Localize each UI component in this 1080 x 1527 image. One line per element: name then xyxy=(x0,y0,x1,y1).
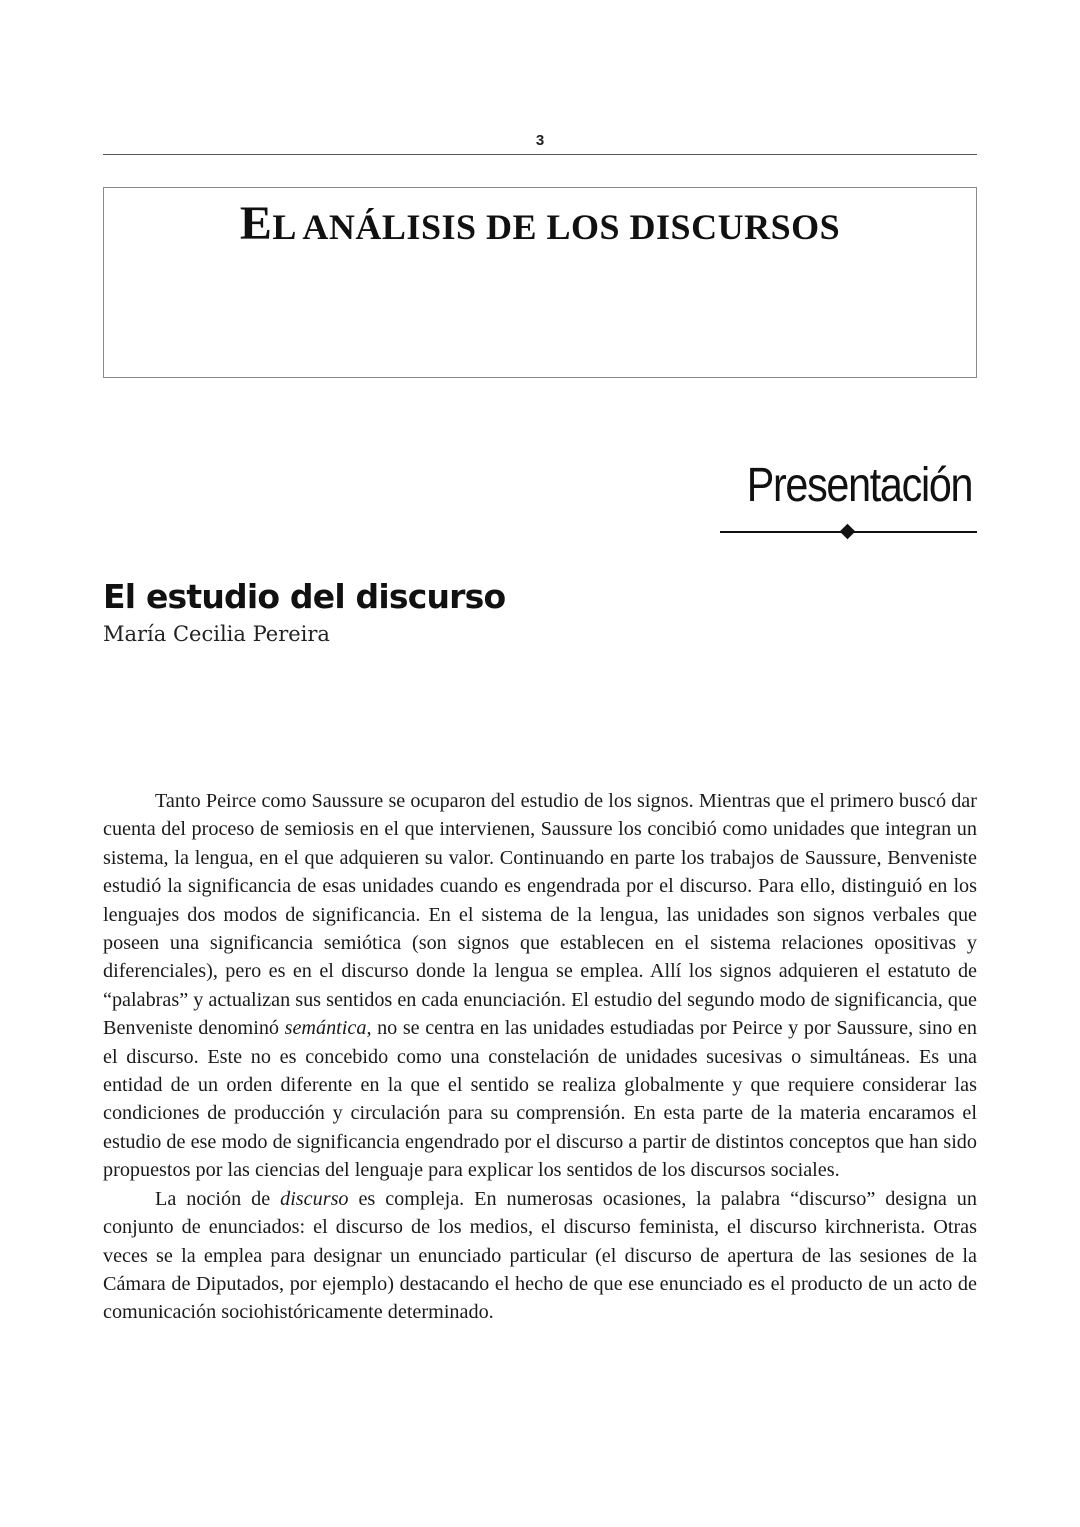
body-text xyxy=(103,787,977,1327)
emphasis-semantica: semántica xyxy=(284,1017,367,1040)
paragraph-1-text-b: , no se centra en las unidades estudiadas por Peirce y por Saussure, sino en el discurso. Este no es concebido como una constelación de unidades sucesivas o simultáneas. Es una entidad de un orden diferente en la que el sentido se realiza globalmente y que requiere considerar las condiciones de producción y circulación para su comprensión. En esta parte de la materia encaramos el estudio de ese modo de significancia engendrado por el discurso a partir de distintos conceptos que han sido propuestos por las ciencias del lenguaje para explicar los sentidos de los discursos sociales. xyxy=(103,1017,977,1182)
page-number: 3 xyxy=(535,132,545,149)
article-author: María Cecilia Pereira xyxy=(103,622,330,646)
diamond-ornament-icon xyxy=(840,524,856,540)
paragraph-2-text-a: La noción de xyxy=(155,1187,281,1210)
paragraph-2-text-b: es compleja. En numerosas ocasiones, la palabra “discurso” designa un conjunto de enunciados: el discurso de los medios, el discurso feminista, el discurso kirchnerista. Otras veces se la emplea para designar un enunciado particular (el discurso de apertura de las sesiones de la Cámara de Diputados, por ejemplo) destacando el hecho de que ese enunciado es el producto de un acto de comunicación sociohistóricamente determinado. xyxy=(103,1187,977,1324)
section-divider xyxy=(720,524,977,540)
paragraph-2 xyxy=(103,1185,977,1327)
chapter-title-rest: L ANÁLISIS DE LOS DISCURSOS xyxy=(272,207,841,247)
emphasis-discurso: discurso xyxy=(280,1187,349,1210)
section-title: Presentación xyxy=(746,459,972,512)
paragraph-1-text-a: Tanto Peirce como Saussure se ocuparon del estudio de los signos. Mientras que el primero buscó dar cuenta del proceso de semiosis en el que intervienen, Saussure los concibió como unidades que integran un sistema, la lengua, en el que adquieren su valor. Continuando en parte los trabajos de Saussure, Benveniste estudió la significancia de esas unidades cuando es engendrada por el discurso. Para ello, distinguió en los lenguajes dos modos de significancia. En el sistema de la lengua, las unidades son signos verbales que poseen una significancia semiótica (son signos que establecen en el sistema relaciones opositivas y diferenciales), pero es en el discurso donde la lengua se emplea. Allí los signos adquieren el estatuto de “palabras” y actualizan sus sentidos en cada enunciación. El estudio del segundo modo de significancia, que Benveniste denominó xyxy=(103,790,977,1040)
header-rule xyxy=(103,154,977,155)
article-title: El estudio del discurso xyxy=(103,577,506,616)
chapter-title-initial: E xyxy=(239,197,273,250)
paragraph-1 xyxy=(103,787,977,1185)
chapter-title xyxy=(0,196,1080,255)
